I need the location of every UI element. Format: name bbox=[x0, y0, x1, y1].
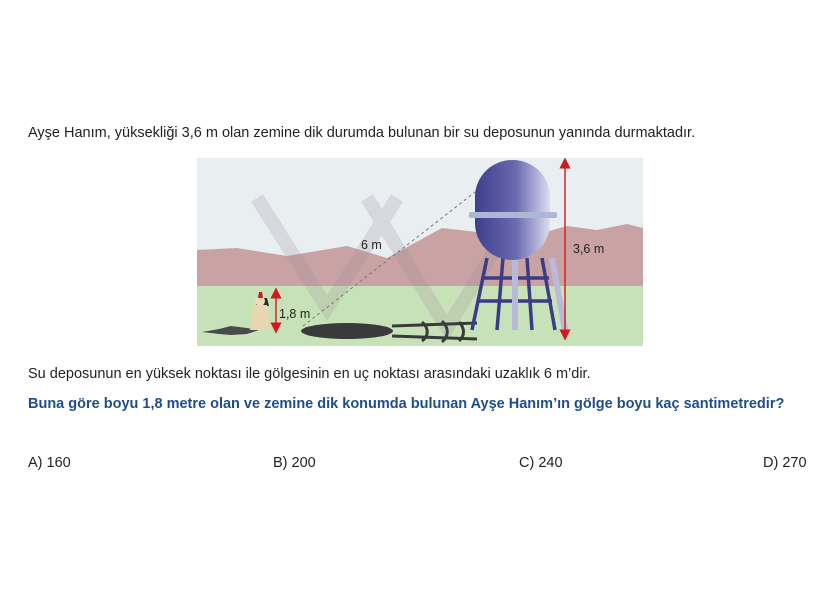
choice-letter: A) bbox=[28, 455, 43, 471]
person-height-label: 1,8 m bbox=[279, 307, 311, 321]
tank-rim bbox=[469, 212, 557, 218]
hypotenuse-label: 6 m bbox=[361, 238, 382, 252]
choice-c[interactable] bbox=[519, 455, 563, 471]
choice-a[interactable] bbox=[28, 455, 71, 471]
question-intro: Ayşe Hanım, yüksekliği 3,6 m olan zemine dik durumda bulunan bir su deposunun yanında durmaktadır. bbox=[28, 125, 696, 141]
answer-choices bbox=[0, 455, 840, 477]
choice-d[interactable] bbox=[763, 455, 807, 471]
choice-letter: C) bbox=[519, 455, 535, 471]
choice-value: 160 bbox=[46, 455, 71, 471]
tower-shadow bbox=[301, 323, 393, 339]
choice-letter: D) bbox=[763, 455, 779, 471]
choice-letter: B) bbox=[273, 455, 288, 471]
water-tank bbox=[475, 160, 550, 260]
question-given: Su deposunun en yüksek noktası ile gölgesinin en uç noktası arasındaki uzaklık 6 m’dir. bbox=[28, 366, 591, 382]
tower-height-label: 3,6 m bbox=[573, 242, 605, 256]
choice-value: 240 bbox=[538, 455, 563, 471]
choice-value: 270 bbox=[782, 455, 807, 471]
question-prompt: Buna göre boyu 1,8 metre olan ve zemine dik konumda bulunan Ayşe Hanım’ın gölge boyu kaç santimetredir? bbox=[28, 396, 785, 412]
choice-value: 200 bbox=[291, 455, 316, 471]
water-tower-figure bbox=[197, 158, 643, 346]
choice-b[interactable] bbox=[273, 455, 316, 471]
figure-illustration bbox=[197, 158, 643, 346]
